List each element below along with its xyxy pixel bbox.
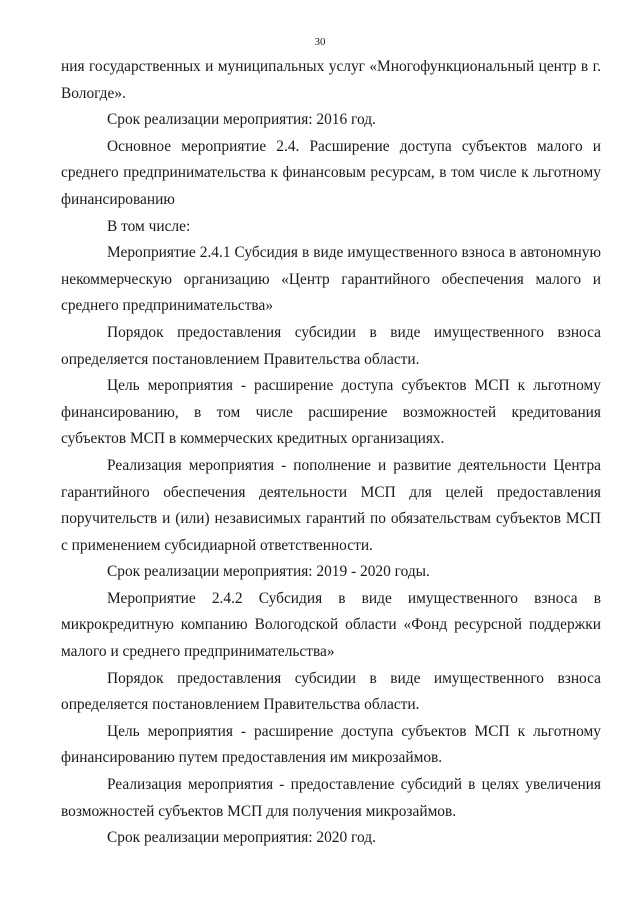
paragraph-activity-2-4-1: Мероприятие 2.4.1 Субсидия в виде имущественного взноса в автономную некоммерческую организацию «Центр гарантийного обеспечения малого и среднего предпринимательства» bbox=[61, 244, 601, 315]
paragraph-implementation-1: Реализация мероприятия - пополнение и развитие деятельности Центра гарантийного обеспечения деятельности МСП для целей предоставления поручительств и (или) независимых гарантий по обязательствам субъектов МСП с применением субсидиарной ответственности. bbox=[61, 456, 601, 554]
paragraph-deadline-2019-2020: Срок реализации мероприятия: 2019 - 2020 годы. bbox=[107, 563, 430, 581]
paragraph-goal-1: Цель мероприятия - расширение доступа субъектов МСП к льготному финансированию, в том числе расширение возможностей кредитования субъектов МСП в коммерческих кредитных организациях. bbox=[61, 377, 601, 448]
paragraph-implementation-2: Реализация мероприятия - предоставление субсидий в целях увеличения возможностей субъектов МСП для получения микрозаймов. bbox=[61, 776, 601, 820]
paragraph-goal-2: Цель мероприятия - расширение доступа субъектов МСП к льготному финансированию путем предоставления им микрозаймов. bbox=[61, 722, 601, 767]
paragraph-procedure-2: Порядок предоставления субсидии в виде имущественного взноса определяется постановлением Правительства области. bbox=[61, 669, 601, 714]
paragraph-main-activity-2-4: Основное мероприятие 2.4. Расширение доступа субъектов малого и среднего предпринимательства к финансовым ресурсам, в том числе к льготному финансированию bbox=[61, 137, 601, 208]
paragraph-procedure-1: Порядок предоставления субсидии в виде имущественного взноса определяется постановлением Правительства области. bbox=[61, 323, 601, 368]
paragraph-including: В том числе: bbox=[107, 217, 191, 235]
document-body bbox=[61, 54, 601, 852]
paragraph-deadline-2020: Срок реализации мероприятия: 2020 год. bbox=[107, 829, 376, 847]
paragraph-activity-2-4-2: Мероприятие 2.4.2 Субсидия в виде имущественного взноса в микрокредитную компанию Вологодской области «Фонд ресурсной поддержки малого и среднего предпринимательства» bbox=[61, 589, 601, 661]
page-number: 30 bbox=[314, 36, 326, 48]
paragraph-deadline-2016: Срок реализации мероприятия: 2016 год. bbox=[107, 111, 376, 129]
paragraph-continuation: ния государственных и муниципальных услуг «Многофункциональный центр в г. Вологде». bbox=[61, 58, 601, 102]
